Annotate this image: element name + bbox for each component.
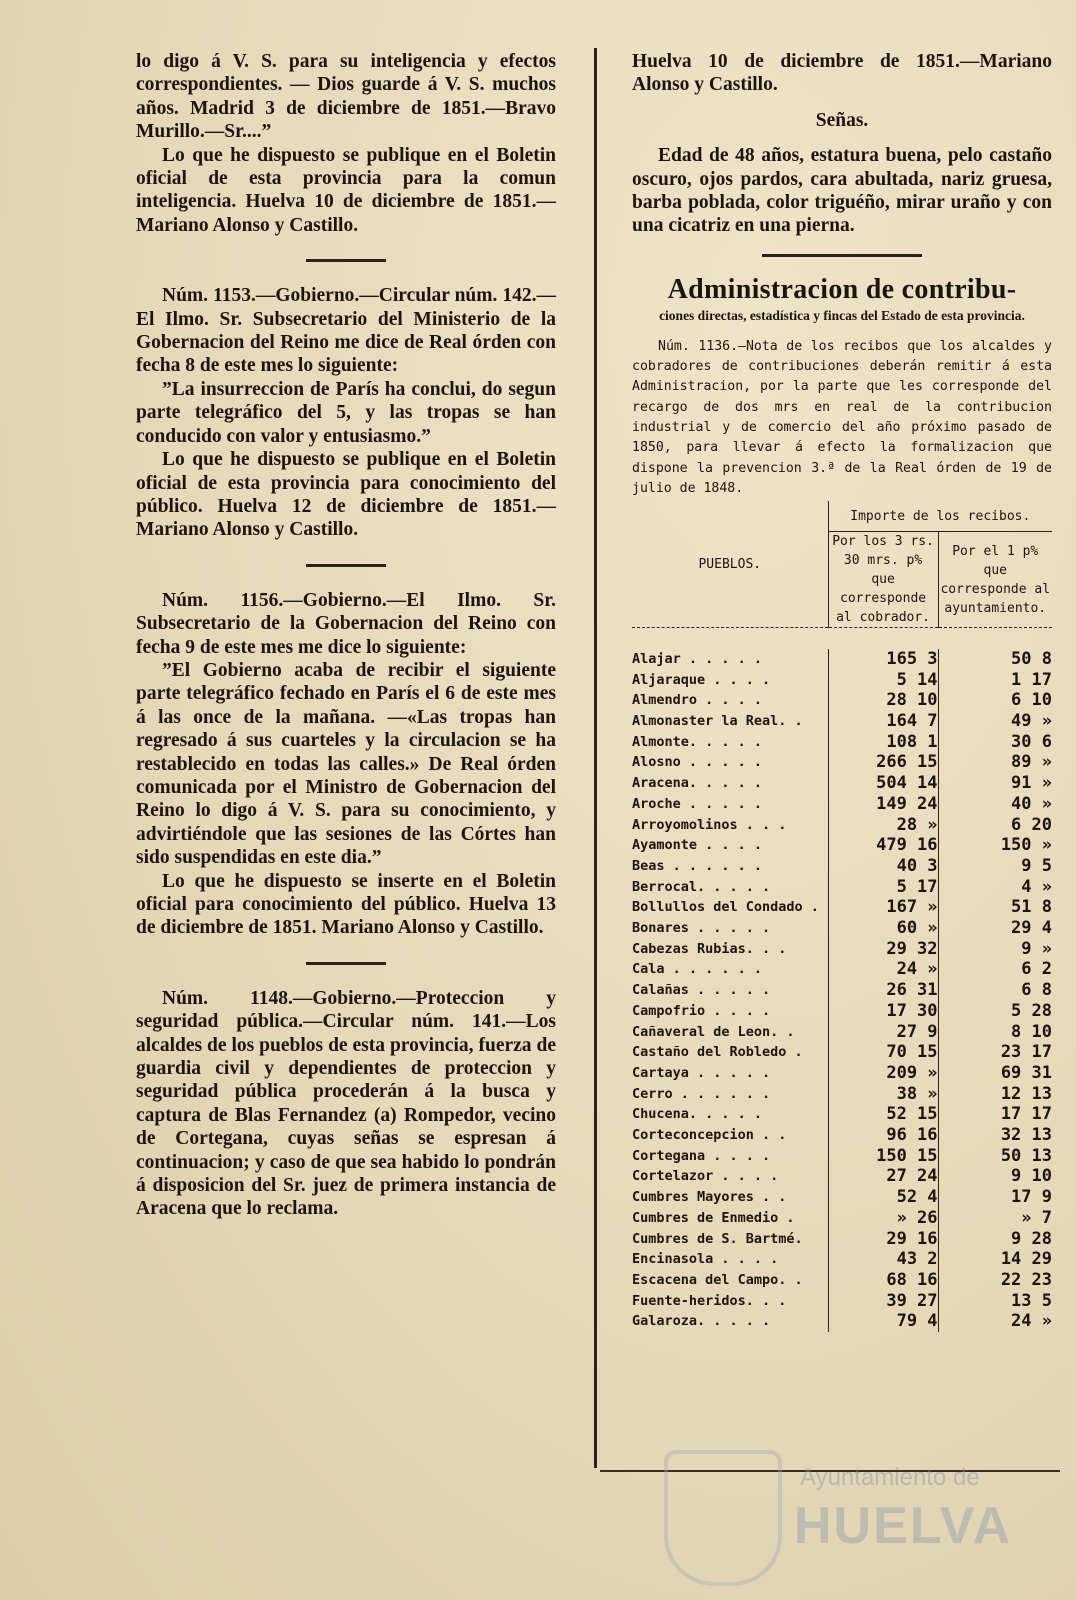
receipts-table xyxy=(632,501,1052,1332)
town-name: Cortegana . . . . xyxy=(632,1146,828,1167)
town-name: Cala . . . . . . xyxy=(632,959,828,980)
right-column xyxy=(632,50,1052,1332)
ayuntamiento-amount: 13 5 xyxy=(1011,1290,1052,1311)
table-row xyxy=(632,1084,1052,1105)
town-name: Chucena. . . . . xyxy=(632,1104,828,1125)
town-name: Campofrio . . . . xyxy=(632,1001,828,1022)
table-row xyxy=(632,1104,1052,1125)
ayuntamiento-amount: 30 6 xyxy=(1011,731,1052,752)
cobrador-amount: 96 16 xyxy=(828,1125,938,1146)
table-row xyxy=(632,918,1052,939)
cobrador-amount: 26 31 xyxy=(828,980,938,1001)
cobrador-amount: 43 2 xyxy=(828,1249,938,1270)
table-row xyxy=(632,835,1052,856)
ayuntamiento-amount: 4 » xyxy=(1021,876,1052,897)
cobrador-amount: 266 15 xyxy=(828,752,938,773)
town-name: Castaño del Robledo . xyxy=(632,1042,828,1063)
table-row xyxy=(632,732,1052,753)
cobrador-amount: » 26 xyxy=(828,1208,938,1229)
table-row xyxy=(632,1125,1052,1146)
ayuntamiento-amount: 91 » xyxy=(1011,773,1052,794)
section-divider xyxy=(762,254,922,257)
town-name: Cumbres de Enmedio . xyxy=(632,1208,828,1229)
article-1156-heading: Núm. 1156.—Gobierno.—El Ilmo. Sr. Subsecretario de la Gobernacion del Reino con fecha 9 de este mes me dice lo siguiente: xyxy=(136,589,556,658)
cobrador-amount: 40 3 xyxy=(828,856,938,877)
cobrador-amount: 108 1 xyxy=(828,732,938,753)
town-name: Cumbres Mayores . . xyxy=(632,1187,828,1208)
town-name: Almonaster la Real. . xyxy=(632,711,828,732)
cobrador-amount: 27 24 xyxy=(828,1166,938,1187)
signature-line: Huelva 10 de diciembre de 1851.—Mariano Alonso y Castillo. xyxy=(632,51,1052,96)
note-1136: Núm. 1136.—Nota de los recibos que los alcaldes y cobradores de contribuciones deberán remitir á esta Administracion, por la parte que les corresponde del recargo de dos mrs en real de la contribucion industrial y de comercio del año próximo pasado de 1850, para llevar á efecto la formalizacion que dispone la prevencion 3.ª de la Real órden de 19 de julio de 1848. xyxy=(632,338,1052,496)
ayuntamiento-amount: 5 28 xyxy=(1011,1000,1052,1021)
town-name: Cumbres de S. Bartmé. xyxy=(632,1229,828,1250)
article-1153-heading: Núm. 1153.—Gobierno.—Circular núm. 142.—El Ilmo. Sr. Subsecretario del Ministerio de la Gobernacion del Reino me dice de Real órden con fecha 8 de este mes lo siguiente: xyxy=(136,285,556,377)
cobrador-amount: 29 16 xyxy=(828,1229,938,1250)
town-name: Cerro . . . . . . xyxy=(632,1084,828,1105)
continued-text: lo digo á V. S. para su inteligencia y efectos correspondientes. — Dios guarde á V. S. muchos años. Madrid 3 de diciembre de 1851.—Bravo Murillo.—Sr....” xyxy=(136,51,556,143)
town-name: Alajar . . . . . xyxy=(632,649,828,670)
cobrador-amount: 5 17 xyxy=(828,877,938,898)
cobrador-amount: 24 » xyxy=(828,959,938,980)
cobrador-amount: 28 » xyxy=(828,815,938,836)
ayuntamiento-amount: 14 29 xyxy=(1000,1249,1052,1270)
cobrador-amount: 68 16 xyxy=(828,1270,938,1291)
town-name: Cartaya . . . . . xyxy=(632,1063,828,1084)
town-name: Cañaveral de Leon. . xyxy=(632,1022,828,1043)
ayuntamiento-amount: 150 » xyxy=(1000,835,1052,856)
cobrador-amount: 5 14 xyxy=(828,670,938,691)
table-row xyxy=(632,877,1052,898)
town-name: Aracena. . . . . xyxy=(632,773,828,794)
cobrador-amount: 70 15 xyxy=(828,1042,938,1063)
article-1153-quote: ”La insurreccion de París ha conclui, do segun parte telegráfico del 5, y las tropas se han conducido con valor y entusiasmo.” xyxy=(136,378,556,447)
ayuntamiento-amount: 89 » xyxy=(1011,752,1052,773)
town-name: Aljaraque . . . . xyxy=(632,670,828,691)
table-row xyxy=(632,1166,1052,1187)
town-name: Aroche . . . . . xyxy=(632,794,828,815)
header-cobrador: Por los 3 rs. 30 mrs. p% que corresponde al cobrador. xyxy=(828,532,938,628)
town-name: Cortelazor . . . . xyxy=(632,1166,828,1187)
watermark-line1: Ayuntamiento de xyxy=(800,1464,980,1491)
header-dash-rule xyxy=(632,628,1052,649)
senas-heading: Señas. xyxy=(815,109,869,131)
ayuntamiento-amount: 49 » xyxy=(1011,711,1052,732)
section-divider xyxy=(306,962,386,965)
table-row xyxy=(632,1022,1052,1043)
town-name: Corteconcepcion . . xyxy=(632,1125,828,1146)
cobrador-amount: 17 30 xyxy=(828,1001,938,1022)
table-row xyxy=(632,1001,1052,1022)
ayuntamiento-amount: 17 17 xyxy=(1000,1104,1052,1125)
ayuntamiento-amount: » 7 xyxy=(1021,1207,1052,1228)
table-row xyxy=(632,690,1052,711)
ayuntamiento-amount: 6 2 xyxy=(1021,959,1052,980)
ayuntamiento-amount: 6 10 xyxy=(1011,690,1052,711)
cobrador-amount: 28 10 xyxy=(828,690,938,711)
article-1148-circular: Núm. 1148.—Gobierno.—Proteccion y seguridad pública.—Circular núm. 141.—Los alcaldes de los pueblos de esta provincia, fuerza de guardia civil y dependientes de proteccion y seguridad pública procederán á la busca y captura de Blas Fernandez (a) Rompedor, vecino de Cortegana, cuyas señas se espresan á continuacion; y caso de que sea habido lo pondrán á disposicion del Sr. juez de primera instancia de Aracena que lo reclama. xyxy=(136,987,556,1220)
ayuntamiento-amount: 9 10 xyxy=(1011,1166,1052,1187)
ayuntamiento-amount: 9 5 xyxy=(1021,855,1052,876)
ayuntamiento-amount: 12 13 xyxy=(1000,1083,1052,1104)
table-row xyxy=(632,856,1052,877)
table-row xyxy=(632,815,1052,836)
cobrador-amount: 479 16 xyxy=(828,835,938,856)
town-name: Bollullos del Condado . xyxy=(632,897,828,918)
table-row xyxy=(632,794,1052,815)
ayuntamiento-amount: 24 » xyxy=(1011,1311,1052,1332)
administration-subtitle: ciones directas, estadística y fincas del Estado de esta provincia. xyxy=(659,307,1025,323)
section-divider xyxy=(306,259,386,262)
ayuntamiento-amount: 9 » xyxy=(1021,938,1052,959)
ayuntamiento-amount: 22 23 xyxy=(1000,1270,1052,1290)
ayuntamiento-amount: 29 4 xyxy=(1011,918,1052,939)
cobrador-amount: 209 » xyxy=(828,1063,938,1084)
cobrador-amount: 164 7 xyxy=(828,711,938,732)
column-divider xyxy=(594,48,597,1468)
table-body xyxy=(632,649,1052,1332)
town-name: Berrocal. . . . . xyxy=(632,877,828,898)
cobrador-amount: 29 32 xyxy=(828,939,938,960)
article-1153-notice: Lo que he dispuesto se publique en el Boletin oficial de esta provincia para conocimiento del público. Huelva 12 de diciembre de 1851.—Mariano Alonso y Castillo. xyxy=(136,449,556,541)
ayuntamiento-amount: 40 » xyxy=(1011,793,1052,814)
cobrador-amount: 52 15 xyxy=(828,1104,938,1125)
town-name: Almonte. . . . . xyxy=(632,732,828,753)
table-row xyxy=(632,1146,1052,1167)
section-divider xyxy=(306,564,386,567)
table-row xyxy=(632,1187,1052,1208)
ayuntamiento-amount: 51 8 xyxy=(1011,897,1052,918)
ayuntamiento-amount: 6 8 xyxy=(1021,980,1052,1001)
table-row xyxy=(632,959,1052,980)
table-row xyxy=(632,1042,1052,1063)
town-name: Fuente-heridos. . . xyxy=(632,1291,828,1312)
table-row xyxy=(632,711,1052,732)
left-column xyxy=(136,50,556,1221)
header-ayuntamiento: Por el 1 p% que corresponde al ayuntamiento. xyxy=(940,543,1051,616)
ayuntamiento-amount: 1 17 xyxy=(1011,669,1052,690)
table-row xyxy=(632,1229,1052,1250)
ayuntamiento-amount: 6 20 xyxy=(1011,814,1052,835)
ayuntamiento-amount: 32 13 xyxy=(1000,1125,1052,1146)
cobrador-amount: 504 14 xyxy=(828,773,938,794)
ayuntamiento-amount: 50 13 xyxy=(1000,1145,1052,1166)
town-name: Alosno . . . . . xyxy=(632,752,828,773)
table-row xyxy=(632,670,1052,691)
ayuntamiento-amount: 69 31 xyxy=(1000,1062,1052,1083)
watermark-line2: HUELVA xyxy=(794,1497,1013,1555)
cobrador-amount: 39 27 xyxy=(828,1291,938,1312)
table-row xyxy=(632,649,1052,670)
senas-description: Edad de 48 años, estatura buena, pelo castaño oscuro, ojos pardos, cara abultada, nariz gruesa, barba poblada, color triguéño, mirar uraño y con una cicatriz en una pierna. xyxy=(632,145,1052,237)
ayuntamiento-amount: 17 9 xyxy=(1011,1187,1052,1208)
table-row xyxy=(632,1311,1052,1332)
ayuntamiento-amount: 23 17 xyxy=(1000,1042,1052,1063)
article-1156-quote: ”El Gobierno acaba de recibir el siguiente parte telegráfico fechado en París el 6 de este mes á las once de la mañana. —«Las tropas han regresado á sus cuarteles y la circulacion se ha restablecido en todas las calles.» De Real órden comunicada por el Ministro de Gobernacion del Reino lo digo á V. S. para su conocimiento, y advirtiéndole que las sesiones de las Córtes han sido suspendidas en este dia.” xyxy=(136,659,556,869)
cobrador-amount: 165 3 xyxy=(828,649,938,670)
ayuntamiento-watermark xyxy=(664,1450,1064,1580)
cobrador-amount: 149 24 xyxy=(828,794,938,815)
ayuntamiento-amount: 8 10 xyxy=(1011,1021,1052,1042)
cobrador-amount: 52 4 xyxy=(828,1187,938,1208)
table-row xyxy=(632,1249,1052,1270)
table-row xyxy=(632,1270,1052,1291)
table-row xyxy=(632,939,1052,960)
table-row xyxy=(632,752,1052,773)
publication-notice: Lo que he dispuesto se publique en el Boletin oficial de esta provincia para la comun inteligencia. Huelva 10 de diciembre de 1851.—Mariano Alonso y Castillo. xyxy=(136,144,556,236)
town-name: Ayamonte . . . . xyxy=(632,835,828,856)
ayuntamiento-amount: 9 28 xyxy=(1011,1228,1052,1249)
table-row xyxy=(632,1208,1052,1229)
table-row xyxy=(632,1063,1052,1084)
cobrador-amount: 150 15 xyxy=(828,1146,938,1167)
cobrador-amount: 167 » xyxy=(828,897,938,918)
table-row xyxy=(632,1291,1052,1312)
town-name: Encinasola . . . . xyxy=(632,1249,828,1270)
cobrador-amount: 60 » xyxy=(828,918,938,939)
cobrador-amount: 79 4 xyxy=(828,1311,938,1332)
table-row xyxy=(632,980,1052,1001)
cobrador-amount: 38 » xyxy=(828,1084,938,1105)
town-name: Arroyomolinos . . . xyxy=(632,815,828,836)
town-name: Almendro . . . . xyxy=(632,690,828,711)
header-importe: Importe de los recibos. xyxy=(828,501,1052,532)
crest-icon xyxy=(664,1450,782,1586)
cobrador-amount: 27 9 xyxy=(828,1022,938,1043)
header-pueblos: PUEBLOS. xyxy=(632,501,828,628)
town-name: Beas . . . . . . xyxy=(632,856,828,877)
ayuntamiento-amount: 50 8 xyxy=(1011,648,1052,669)
table-row xyxy=(632,897,1052,918)
town-name: Galaroza. . . . . xyxy=(632,1311,828,1332)
town-name: Escacena del Campo. . xyxy=(632,1270,828,1291)
table-row xyxy=(632,773,1052,794)
town-name: Bonares . . . . . xyxy=(632,918,828,939)
article-1156-notice: Lo que he dispuesto se inserte en el Boletin oficial para conocimiento del público. Huelva 13 de diciembre de 1851. Mariano Alonso y Castillo. xyxy=(136,870,556,939)
town-name: Calañas . . . . . xyxy=(632,980,828,1001)
administration-title: Administracion de contribu- xyxy=(667,273,1017,305)
town-name: Cabezas Rubias. . . xyxy=(632,939,828,960)
